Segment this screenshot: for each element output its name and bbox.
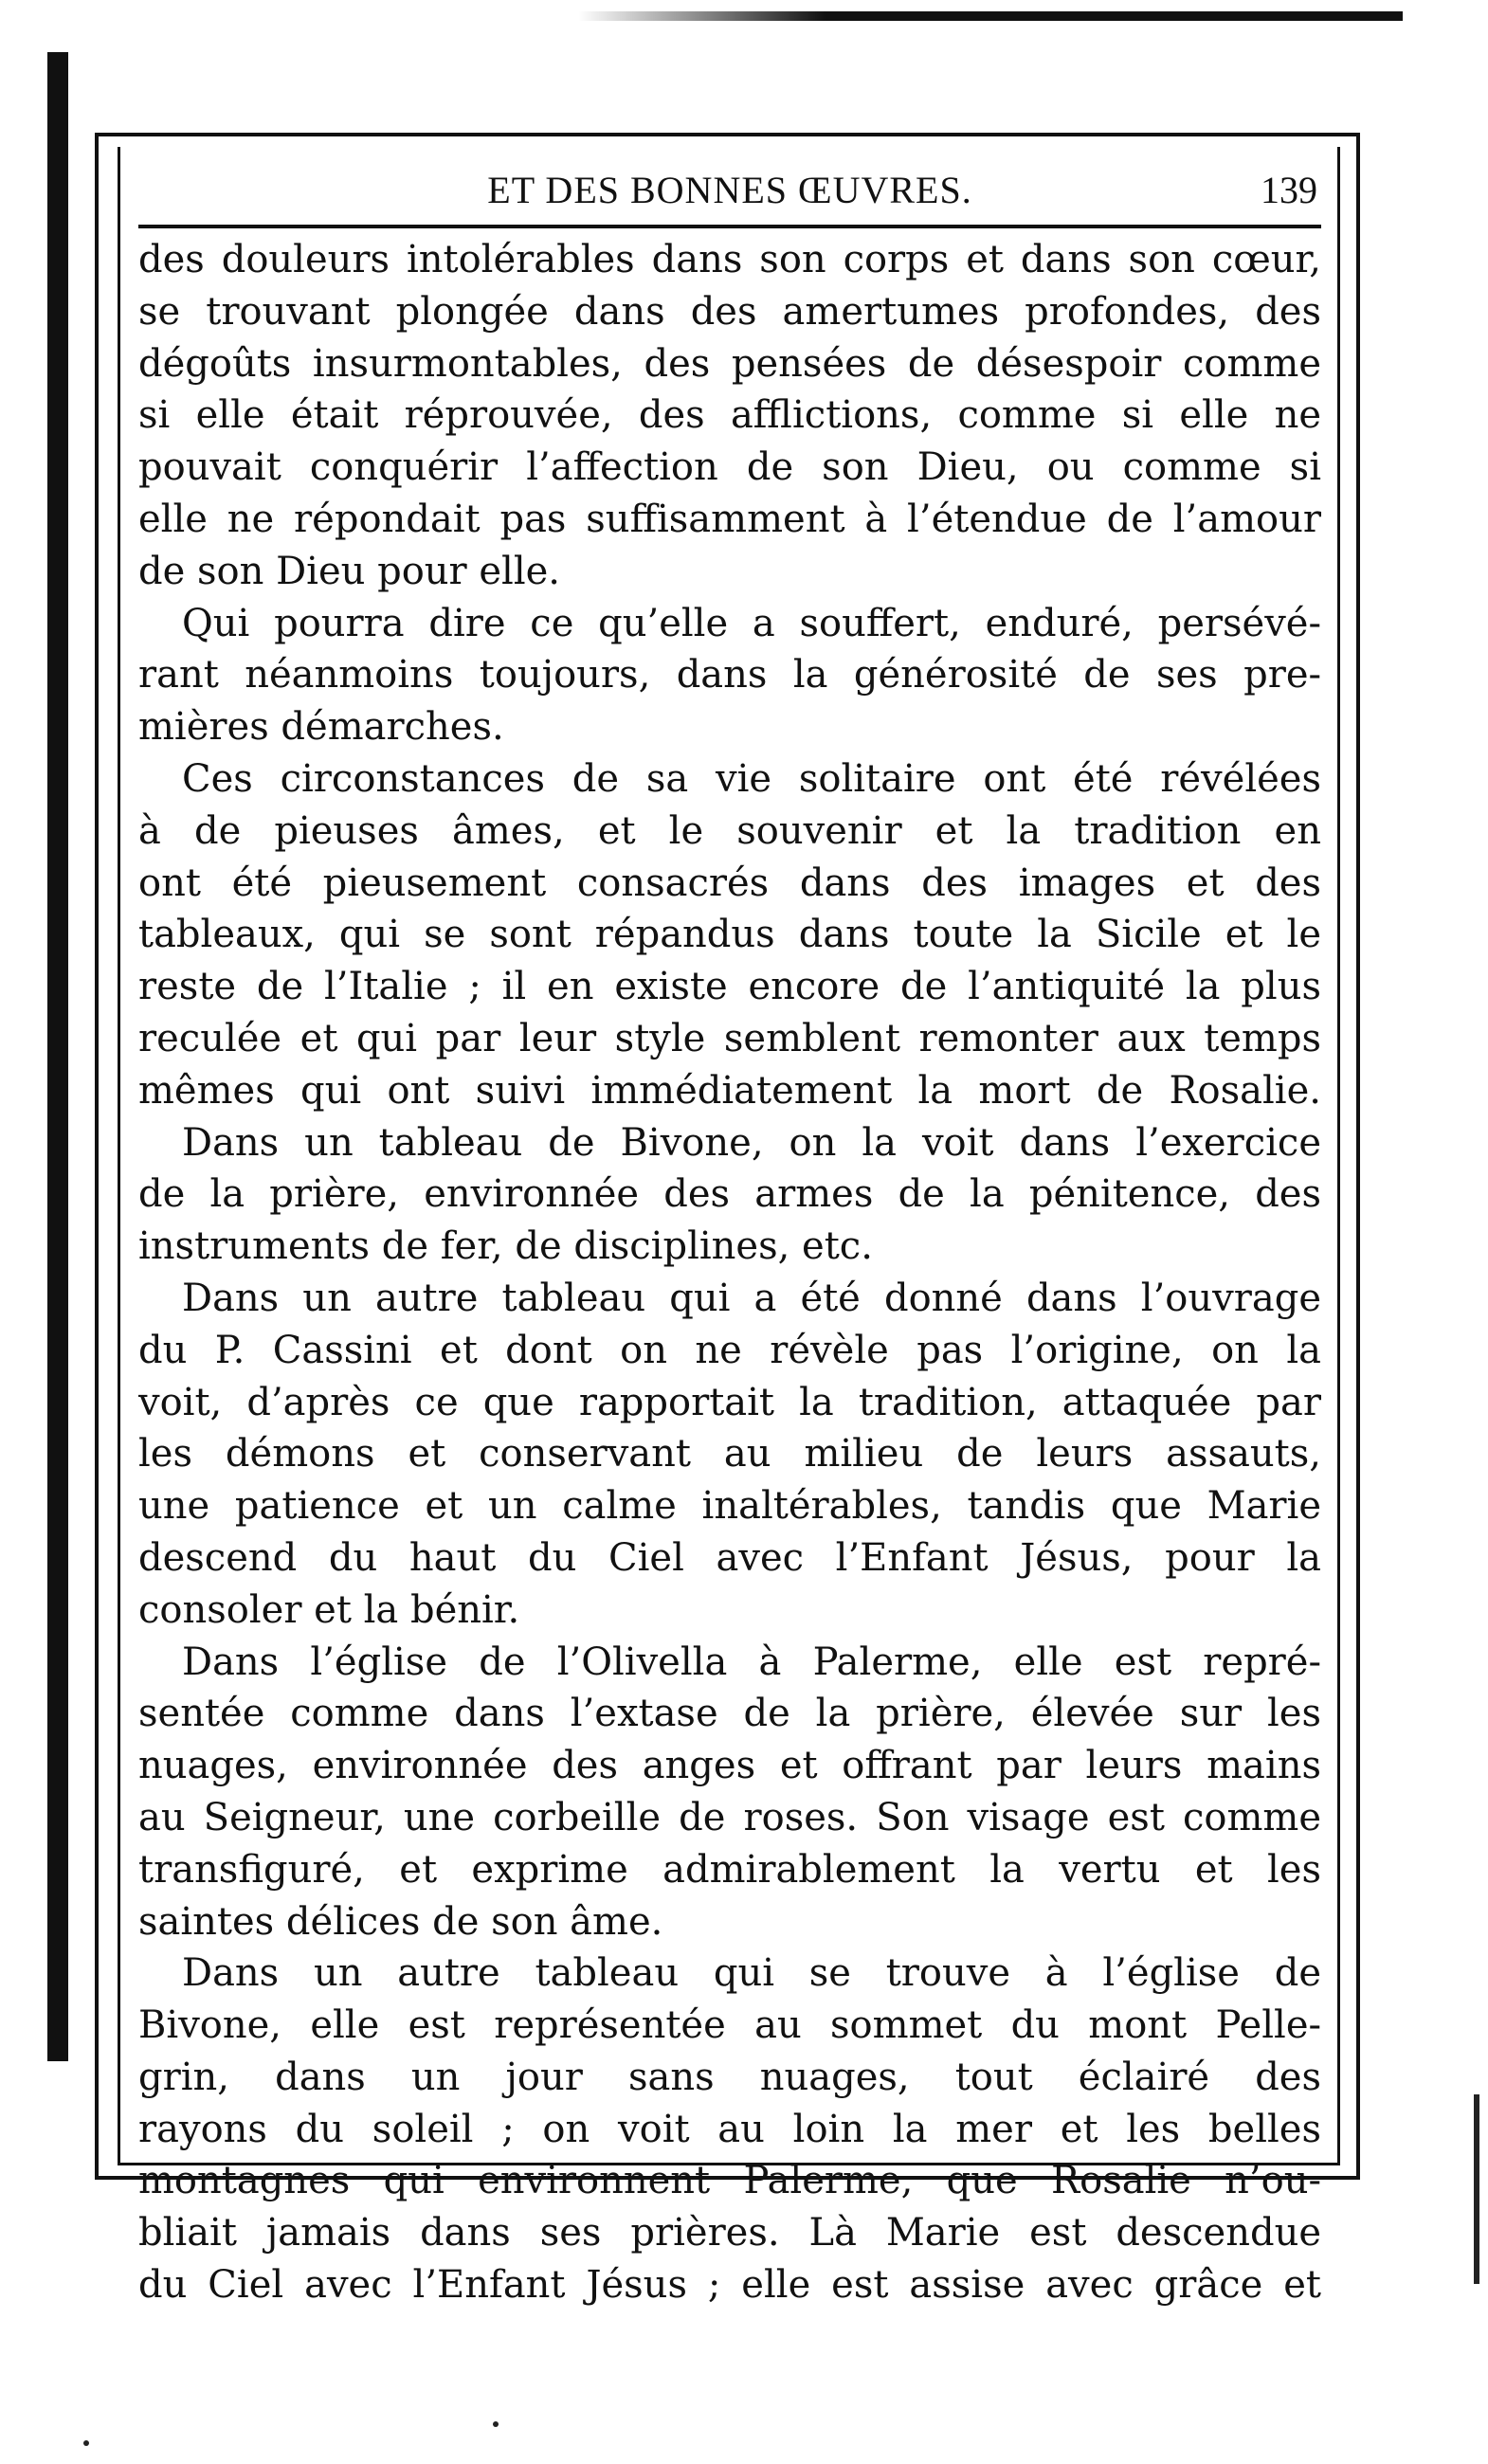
- text-line: elle ne répondait pas suffisamment à l’étendue de l’amour: [138, 497, 1321, 541]
- text-line: saintes délices de son âme.: [138, 1899, 663, 1944]
- print-speck: [493, 2421, 499, 2427]
- text-line: Dans un autre tableau qui se trouve à l’église de: [182, 1951, 1321, 1996]
- running-head: [138, 156, 1321, 228]
- text-line: instruments de fer, de disciplines, etc.: [138, 1224, 873, 1269]
- text-line: rayons du soleil ; on voit au loin la mer et les belles: [138, 2107, 1321, 2151]
- body-text: [138, 234, 1321, 2311]
- text-line: voit, d’après ce que rapportait la tradition, attaquée par: [138, 1380, 1321, 1424]
- book-page: [138, 156, 1321, 2311]
- text-line: montagnes qui environnent Palerme, que Rosalie n’ou-: [138, 2159, 1321, 2203]
- text-line: grin, dans un jour sans nuages, tout éclairé des: [138, 2055, 1321, 2099]
- text-line: sentée comme dans l’extase de la prière, élevée sur les: [138, 1692, 1321, 1736]
- text-line: Ces circonstances de sa vie solitaire ont été révélées: [182, 756, 1321, 801]
- text-line: reculée et qui par leur style semblent remonter aux temps: [138, 1016, 1321, 1060]
- scan-edge-top: [578, 11, 1403, 21]
- text-line: reste de l’Italie ; il en existe encore de l’antiquité la plus: [138, 965, 1321, 1009]
- text-line: Dans un tableau de Bivone, on la voit dans l’exercice: [182, 1120, 1321, 1165]
- text-line: dégoûts insurmontables, des pensées de désespoir comme: [138, 341, 1321, 386]
- scan-edge-right: [1474, 2094, 1479, 2284]
- text-line: tableaux, qui se sont répandus dans toute la Sicile et le: [138, 913, 1321, 957]
- text-line: une patience et un calme inaltérables, tandis que Marie: [138, 1484, 1321, 1529]
- text-line: se trouvant plongée dans des amertumes profondes, des: [138, 289, 1321, 334]
- text-line: rant néanmoins toujours, dans la générosité de ses pre-: [138, 653, 1321, 698]
- text-line: de la prière, environnée des armes de la pénitence, des: [138, 1172, 1321, 1217]
- text-line: Qui pourra dire ce qu’elle a souffert, enduré, persévé-: [182, 601, 1321, 645]
- text-line: au Seigneur, une corbeille de roses. Son visage est comme: [138, 1795, 1321, 1839]
- text-line: consoler et la bénir.: [138, 1587, 520, 1632]
- scan-edge-left: [47, 52, 68, 2061]
- text-line: nuages, environnée des anges et offrant par leurs mains: [138, 1744, 1321, 1788]
- text-line: les démons et conservant au milieu de leurs assauts,: [138, 1432, 1321, 1477]
- print-speck: [83, 2440, 89, 2446]
- text-line: à de pieuses âmes, et le souvenir et la tradition en: [138, 808, 1321, 853]
- running-title: ET DES BONNES ŒUVRES.: [487, 169, 972, 211]
- text-line: mières démarches.: [138, 705, 504, 750]
- text-line: du Ciel avec l’Enfant Jésus ; elle est assise avec grâce et: [138, 2263, 1321, 2308]
- text-line: pouvait conquérir l’affection de son Dieu, ou comme si: [138, 445, 1321, 490]
- text-line: Bivone, elle est représentée au sommet du mont Pelle-: [138, 2003, 1321, 2048]
- text-line: descend du haut du Ciel avec l’Enfant Jésus, pour la: [138, 1535, 1321, 1580]
- page-number: 139: [1261, 169, 1317, 211]
- text-line: bliait jamais dans ses prières. Là Marie est descendue: [138, 2211, 1321, 2256]
- text-line: transfiguré, et exprime admirablement la vertu et les: [138, 1847, 1321, 1892]
- text-line: du P. Cassini et dont on ne révèle pas l’origine, on la: [138, 1328, 1321, 1372]
- text-line: de son Dieu pour elle.: [138, 549, 561, 593]
- text-line: Dans l’église de l’Olivella à Palerme, elle est repré-: [182, 1640, 1321, 1684]
- text-line: ont été pieusement consacrés dans des images et des: [138, 861, 1321, 905]
- text-line: si elle était réprouvée, des afflictions, comme si elle ne: [138, 393, 1321, 438]
- text-line: des douleurs intolérables dans son corps et dans son cœur,: [138, 238, 1321, 281]
- text-line: mêmes qui ont suivi immédiatement la mort de Rosalie.: [138, 1068, 1321, 1113]
- text-line: Dans un autre tableau qui a été donné dans l’ouvrage: [182, 1276, 1321, 1320]
